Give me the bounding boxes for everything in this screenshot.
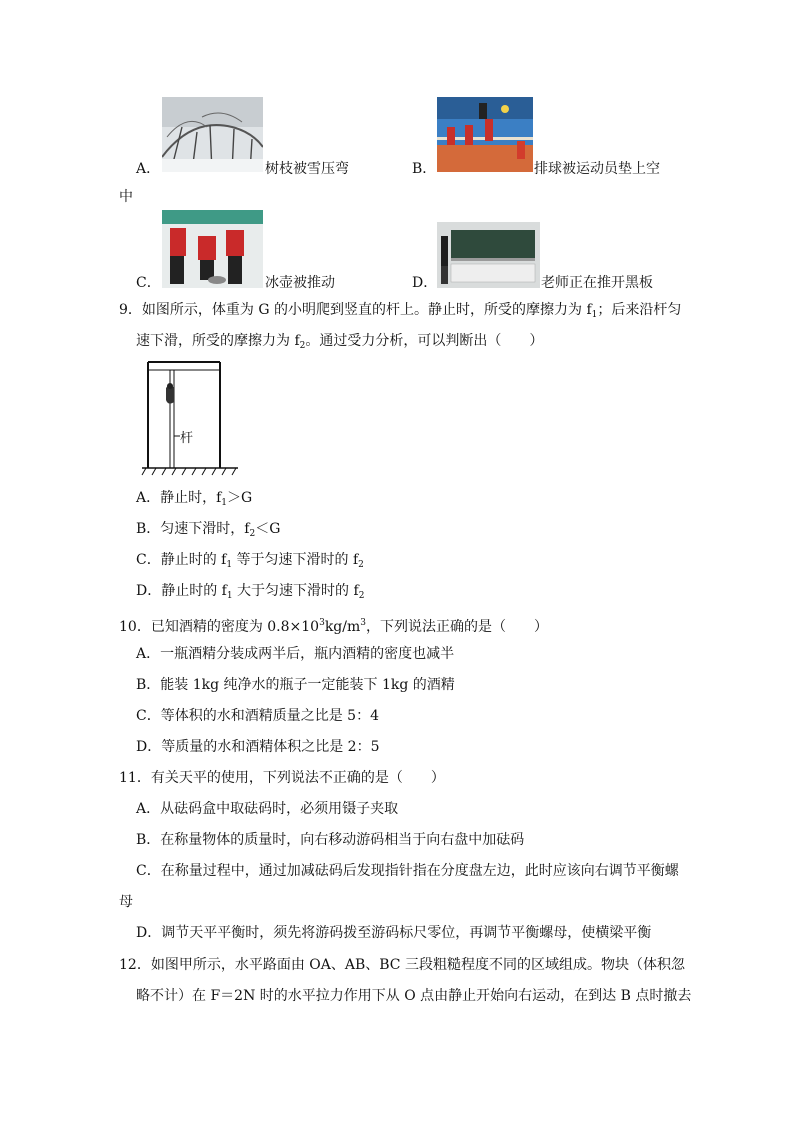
- option-c-text: 冰壶被推动: [265, 275, 335, 291]
- option-a-text: 树枝被雪压弯: [265, 161, 349, 177]
- q11-option-b: B．在称量物体的质量时，向右移动游码相当于向右盘中加砝码: [136, 832, 525, 848]
- option-d-text: 老师正在推开黑板: [541, 275, 653, 291]
- q11-option-c-line2: 母: [119, 894, 133, 910]
- q10-option-d: D．等质量的水和酒精体积之比是 2：5: [136, 739, 380, 755]
- q10-stem: 10．已知酒精的密度为 $0.8\times 10^3kg/m^3$，下列说法正确的是（ ）: [119, 618, 548, 635]
- pole-label: 杆: [180, 431, 194, 446]
- option-b-text: 排球被运动员垫上空: [534, 161, 660, 177]
- q10-option-a: A．一瓶酒精分装成两半后，瓶内酒精的密度也减半: [136, 646, 455, 662]
- option-c-label: C．: [136, 275, 161, 291]
- q9-option-d: D．静止时的 $f_1$ 大于匀速下滑时的 $f_2$: [136, 583, 365, 601]
- q9-option-c: C．静止时的 $f_1$ 等于匀速下滑时的 $f_2$: [136, 552, 364, 570]
- pole-climber-figure: [140, 358, 240, 476]
- q9-stem-line1: 9．如图所示，体重为 G 的小明爬到竖直的杆上。静止时，所受的摩擦力为 $f_1$；后来沿杆匀: [119, 302, 682, 320]
- q11-option-a: A．从砝码盒中取砝码时，必须用镊子夹取: [136, 801, 399, 817]
- q9-option-b: B．匀速下滑时，$f_2<G$: [136, 521, 281, 539]
- q9-stem-line2: 速下滑，所受的摩擦力为 $f_2$。通过受力分析，可以判断出（ ）: [136, 333, 544, 351]
- q10-option-b: B．能装 1kg 纯净水的瓶子一定能装下 1kg 的酒精: [136, 677, 455, 693]
- q12-stem-line2: 略不计）在 F＝2N 时的水平拉力作用下从 O 点由静止开始向右运动，在到达 B 点时撤去: [136, 988, 692, 1004]
- option-b-label: B．: [412, 161, 437, 177]
- curling-photo: [162, 210, 263, 288]
- q10-option-c: C．等体积的水和酒精质量之比是 5：4: [136, 708, 379, 724]
- option-a-label: A．: [136, 161, 161, 177]
- snow-tree-photo: [162, 97, 263, 172]
- q11-option-c-line1: C．在称量过程中，通过加减砝码后发现指针指在分度盘左边，此时应该向右调节平衡螺: [136, 863, 679, 879]
- q9-option-a: A．静止时，$f_1>G$: [136, 490, 253, 508]
- blackboard-photo: [437, 222, 540, 288]
- q11-stem: 11．有关天平的使用，下列说法不正确的是（ ）: [119, 770, 445, 786]
- volleyball-photo: [437, 97, 533, 172]
- option-d-label: D．: [412, 275, 438, 291]
- q12-stem-line1: 12．如图甲所示，水平路面由 OA、AB、BC 三段粗糙程度不同的区域组成。物块（体积忽: [119, 957, 685, 973]
- q11-option-d: D．调节天平平衡时，须先将游码拨至游码标尺零位，再调节平衡螺母，使横梁平衡: [136, 925, 652, 941]
- option-b-text-wrap: 中: [119, 189, 133, 205]
